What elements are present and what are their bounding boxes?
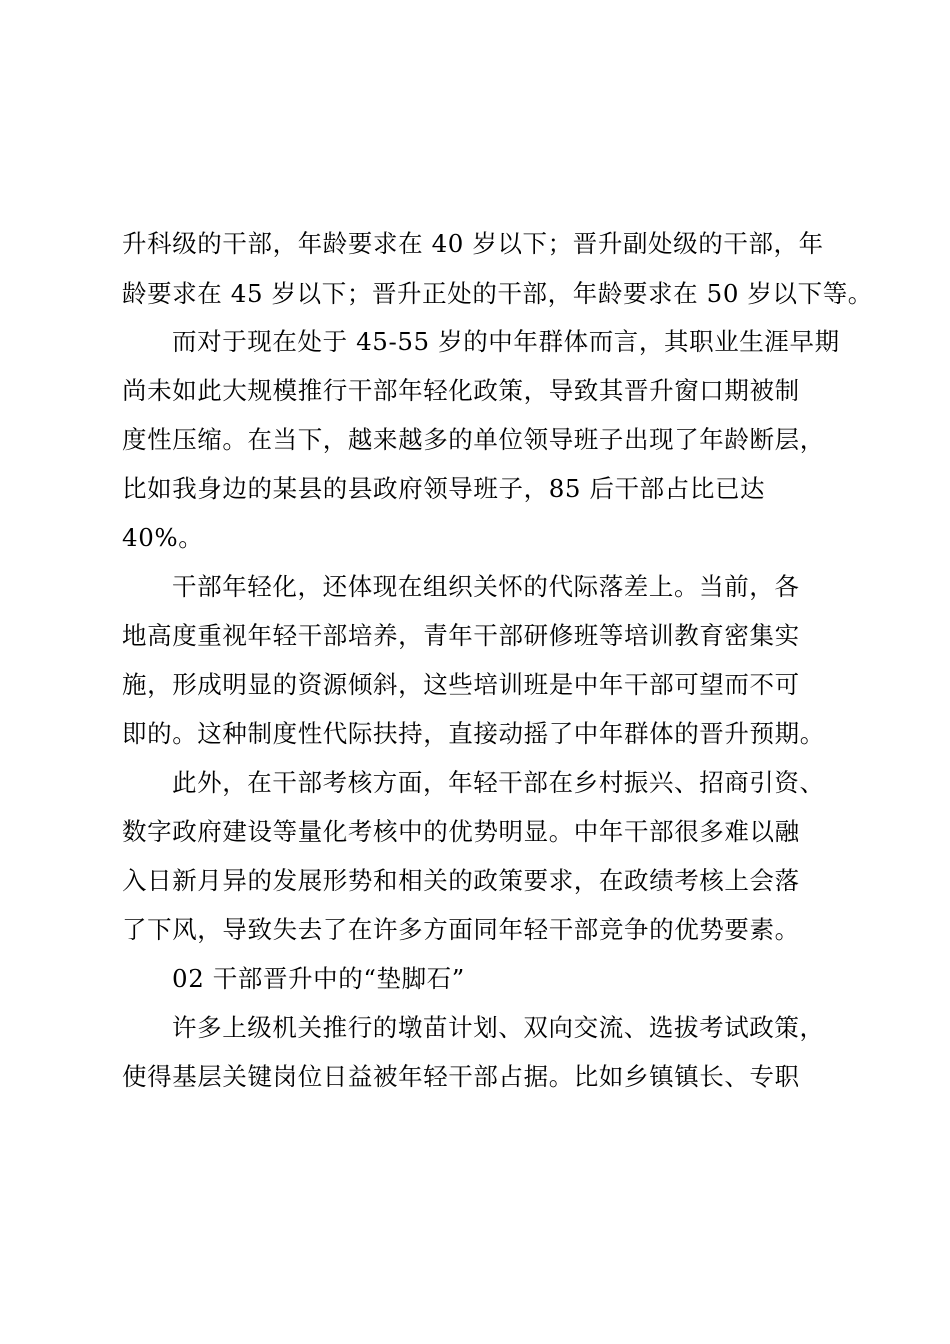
text-line: 龄要求在 45 岁以下；晋升正处的干部，年龄要求在 50 岁以下等。 <box>122 279 873 308</box>
text-line: 使得基层关键岗位日益被年轻干部占据。比如乡镇镇长、专职 <box>122 1062 800 1091</box>
text-line: 尚未如此大规模推行干部年轻化政策，导致其晋升窗口期被制 <box>122 376 800 405</box>
text-line: 施，形成明显的资源倾斜，这些培训班是中年干部可望而不可 <box>122 670 800 699</box>
paragraph-start-line: 干部年轻化，还体现在组织关怀的代际落差上。当前，各 <box>172 572 800 601</box>
text-line: 升科级的干部，年龄要求在 40 岁以下；晋升副处级的干部，年 <box>122 229 824 258</box>
text-line: 度性压缩。在当下，越来越多的单位领导班子出现了年龄断层， <box>122 425 825 454</box>
text-line: 入日新月异的发展形势和相关的政策要求，在政绩考核上会落 <box>122 866 800 895</box>
text-line: 比如我身边的某县的县政府领导班子，85 后干部占比已达 <box>122 474 766 503</box>
section-heading: 02 干部晋升中的“垫脚石” <box>172 964 465 993</box>
text-line: 数字政府建设等量化考核中的优势明显。中年干部很多难以融 <box>122 817 800 846</box>
text-line: 了下风，导致失去了在许多方面同年轻干部竞争的优势要素。 <box>122 915 800 944</box>
paragraph-start-line: 而对于现在处于 45-55 岁的中年群体而言，其职业生涯早期 <box>172 327 840 356</box>
paragraph-start-line: 许多上级机关推行的墩苗计划、双向交流、选拔考试政策， <box>172 1013 825 1042</box>
text-line: 地高度重视年轻干部培养，青年干部研修班等培训教育密集实 <box>122 621 800 650</box>
text-line: 40%。 <box>122 523 204 552</box>
paragraph-start-line: 此外，在干部考核方面，年轻干部在乡村振兴、招商引资、 <box>172 768 825 797</box>
text-line: 即的。这种制度性代际扶持，直接动摇了中年群体的晋升预期。 <box>122 719 825 748</box>
